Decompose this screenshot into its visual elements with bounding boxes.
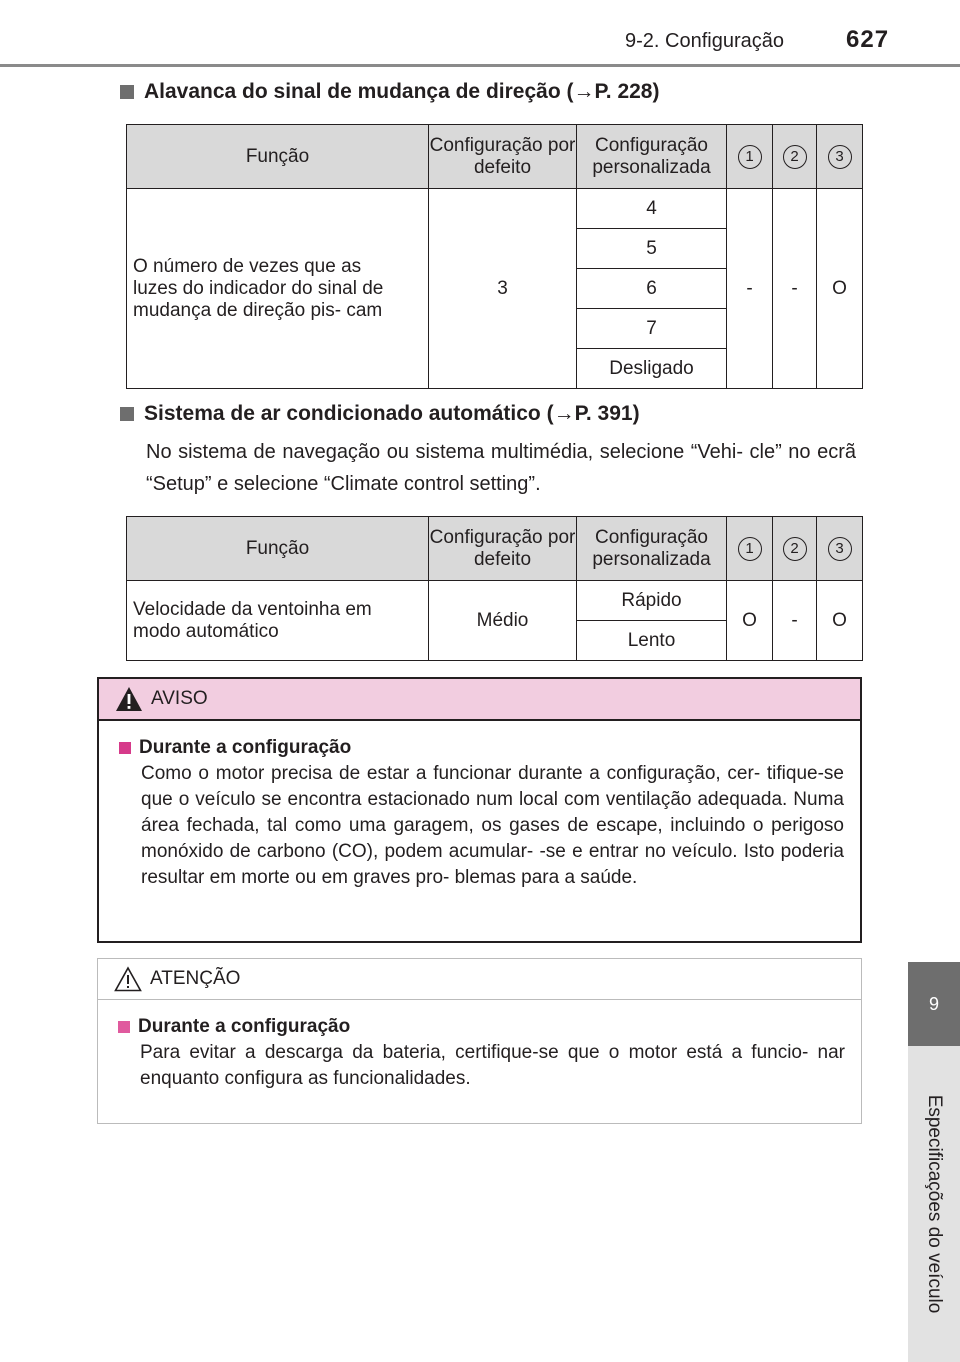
default-cell: 3 — [429, 189, 577, 389]
header-funcao: Função — [127, 517, 429, 581]
notice-body — [98, 1000, 861, 1092]
notice-header — [98, 959, 861, 1000]
function-cell: Velocidade da ventoinha em modo automático — [127, 581, 429, 661]
header-method-1 — [727, 125, 773, 189]
warning-header — [99, 679, 860, 721]
notice-text: Para evitar a descarga da bateria, certifique-se que o motor está a funcio- nar enquanto configura as funcionalidades. — [140, 1042, 845, 1089]
header-custom: Configuração personalizada — [577, 517, 727, 581]
warning-triangle-icon — [115, 686, 143, 712]
header-method-3 — [817, 517, 863, 581]
section-heading-climate — [120, 402, 640, 426]
heading-text: Sistema de ar condicionado automático (→P. 391) — [144, 402, 640, 425]
circled-2: 2 — [783, 537, 807, 561]
warning-box — [97, 677, 862, 943]
option-cell: Lento — [577, 621, 727, 661]
circled-1: 1 — [738, 537, 762, 561]
header-method-1 — [727, 517, 773, 581]
page-number: 627 — [846, 26, 890, 53]
default-cell: Médio — [429, 581, 577, 661]
header-funcao: Função — [127, 125, 429, 189]
square-bullet-icon — [118, 1021, 130, 1033]
method-3-cell: O — [817, 189, 863, 389]
header-default: Configuração por defeito — [429, 125, 577, 189]
method-2-cell: - — [773, 189, 817, 389]
option-cell: Desligado — [577, 349, 727, 389]
notice-title: ATENÇÃO — [150, 968, 241, 989]
function-cell: O número de vezes que as luzes do indicador do sinal de mudança de direção pis- cam — [127, 189, 429, 389]
option-cell: 6 — [577, 269, 727, 309]
warning-title: AVISO — [151, 688, 208, 709]
chapter-tab — [908, 1046, 960, 1362]
chapter-tab-number: 9 — [908, 962, 960, 1046]
option-cell: 5 — [577, 229, 727, 269]
header-method-2 — [773, 125, 817, 189]
heading-text: Alavanca do sinal de mudança de direção (→P. 228) — [144, 80, 660, 103]
chapter-tab-label: Especificações do veículo — [924, 1094, 945, 1314]
climate-table — [126, 516, 863, 661]
option-cell: Rápido — [577, 581, 727, 621]
method-3-cell: O — [817, 581, 863, 661]
square-bullet-icon — [120, 85, 134, 99]
warning-subtitle-row — [119, 737, 844, 759]
header-custom: Configuração personalizada — [577, 125, 727, 189]
notice-box — [97, 958, 862, 1124]
header-method-2 — [773, 517, 817, 581]
option-cell: 4 — [577, 189, 727, 229]
method-1-cell: O — [727, 581, 773, 661]
circled-2: 2 — [783, 145, 807, 169]
header-rule — [0, 64, 960, 67]
circled-3: 3 — [828, 145, 852, 169]
caution-triangle-icon — [114, 966, 142, 992]
square-bullet-icon — [120, 407, 134, 421]
header-default: Configuração por defeito — [429, 517, 577, 581]
option-cell: 7 — [577, 309, 727, 349]
notice-subtitle: Durante a configuração — [138, 1016, 351, 1037]
turn-signal-table — [126, 124, 863, 389]
header-method-3 — [817, 125, 863, 189]
notice-subtitle-row — [118, 1016, 845, 1038]
circled-3: 3 — [828, 537, 852, 561]
method-2-cell: - — [773, 581, 817, 661]
method-1-cell: - — [727, 189, 773, 389]
section-heading-turn-signal — [120, 80, 659, 104]
warning-subtitle: Durante a configuração — [139, 737, 352, 758]
warning-body — [99, 721, 860, 891]
warning-text: Como o motor precisa de estar a funcionar durante a configuração, cer- tifique-se que o veículo se encontra estacionado num local com ventilação adequada. Numa área fechada, tal como uma garagem, os gases de escape, incluindo o perigoso monóxido de carbono (CO), podem acumular- -se e entrar no veículo. Isto poderia resultar em morte ou em graves pro- blemas para a saúde. — [141, 763, 844, 888]
section-label: 9-2. Configuração — [625, 30, 784, 52]
climate-instructions: No sistema de navegação ou sistema multimédia, selecione “Vehi- cle” no ecrã “Setup” e selecione “Climate control setting”. — [146, 441, 856, 495]
circled-1: 1 — [738, 145, 762, 169]
square-bullet-icon — [119, 742, 131, 754]
